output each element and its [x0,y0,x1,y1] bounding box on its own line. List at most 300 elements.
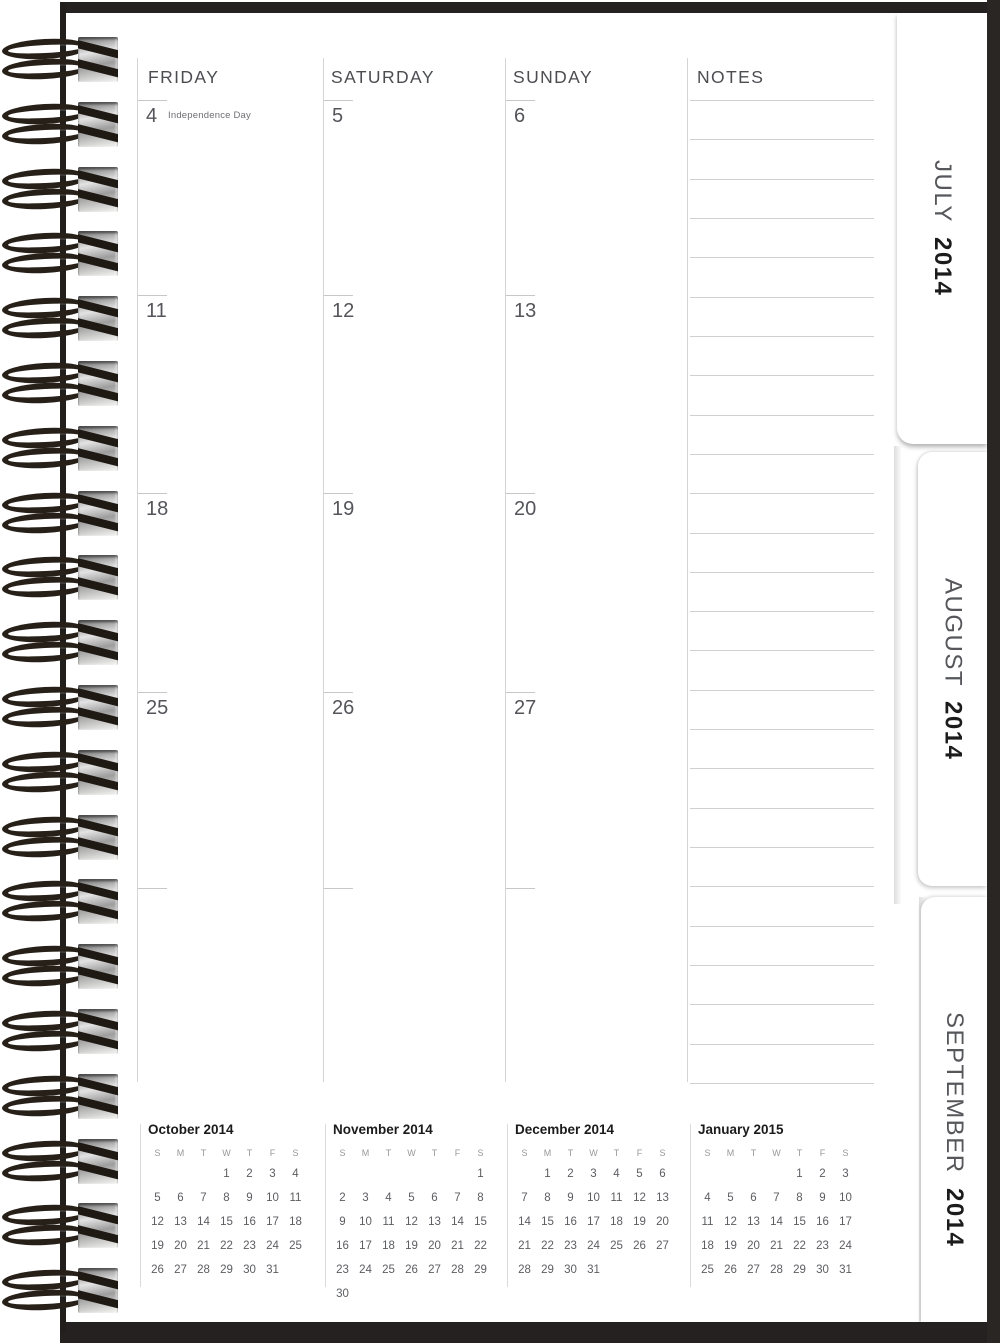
mini-calendar-day: 3 [590,1168,597,1180]
mini-calendar-day: 7 [200,1192,207,1204]
mini-calendar-day: 25 [289,1240,302,1252]
tab-september-2014 [921,897,987,1322]
mini-calendar-day: 10 [587,1192,600,1204]
coil-wire-loop [2,251,89,275]
mini-calendar-day [605,1258,628,1282]
mini-calendar-day: 4 [385,1192,392,1204]
notes-line [690,965,874,966]
mini-calendar-day: 18 [382,1240,395,1252]
coil-wire-loop [2,426,89,450]
mini-calendar-day: 18 [701,1240,714,1252]
coil-wire-loop [2,640,89,664]
coil-punch-hole [78,1268,118,1313]
coil-punch-hole [78,296,118,341]
mini-calendar-day: 17 [359,1240,372,1252]
mini-calendar-day: 27 [174,1264,187,1276]
mini-calendar-day: 22 [793,1240,806,1252]
coil-wire [78,1095,118,1116]
mini-calendar-day: 26 [405,1264,418,1276]
mini-calendar-title: December 2014 [515,1122,615,1137]
mini-calendar-day: 5 [727,1192,734,1204]
mini-calendar-day [284,1258,307,1282]
mini-calendar-day: 11 [289,1192,302,1204]
coil-punch-hole [78,426,118,471]
mini-calendar-day: 12 [151,1216,164,1228]
mini-calendar-day [651,1258,674,1282]
mini-calendar-day: 21 [770,1240,783,1252]
mini-calendar-day: 20 [428,1240,441,1252]
mini-calendar-day: 7 [454,1192,461,1204]
mini-calendar-day: 30 [243,1264,256,1276]
coil-wire [78,364,118,385]
coil-wire [78,771,118,792]
spiral-coil [2,168,120,220]
mini-calendar-day: 19 [151,1240,164,1252]
column-divider [323,58,324,1082]
coil-wire [78,299,118,320]
mini-calendar-dow: W [772,1148,781,1158]
date-tick [324,493,353,494]
mini-calendar-day: 21 [451,1240,464,1252]
coil-wire-loop [2,490,89,514]
mini-calendar-day: 20 [174,1240,187,1252]
mini-calendar-day: 22 [220,1240,233,1252]
mini-calendar-day: 22 [541,1240,554,1252]
mini-calendar-day [469,1282,492,1306]
notes-line [690,1004,874,1005]
day-column-header: SATURDAY [331,67,435,87]
mini-calendar-day: 12 [724,1216,737,1228]
mini-calendar-day: 8 [223,1192,230,1204]
spiral-coil [2,232,120,284]
mini-calendar-day: 18 [289,1216,302,1228]
mini-calendar-grid [146,1144,312,1282]
mini-calendar-grid [513,1144,679,1282]
mini-calendar-dow: M [726,1148,735,1158]
notes-line [690,533,874,534]
mini-calendar-day: 29 [474,1264,487,1276]
mini-calendar-day: 10 [839,1192,852,1204]
coil-wire-loop [2,381,89,405]
mini-calendar-day [446,1282,469,1306]
spiral-coil [2,1204,120,1256]
spiral-coil [2,1010,120,1062]
week-date: 11 [146,300,167,322]
mini-calendar-day: 29 [793,1264,806,1276]
mini-calendar-day: 16 [336,1240,349,1252]
mini-calendar-day: 30 [564,1264,577,1276]
mini-calendar-day: 28 [451,1264,464,1276]
mini-calendar-dow: S [292,1148,299,1158]
mini-calendar-day [628,1258,651,1282]
coil-punch-hole [78,555,118,600]
mini-calendar-day [169,1162,192,1186]
mini-calendar [507,1122,679,1282]
notes-line [690,100,874,101]
mini-calendar-day: 8 [477,1192,484,1204]
mini-calendar-day: 31 [839,1264,852,1276]
mini-calendar-day: 25 [382,1264,395,1276]
mini-calendar-day: 2 [567,1168,574,1180]
coil-wire [78,642,118,663]
mini-calendar-day [146,1162,169,1186]
notes-line [690,611,874,612]
coil-punch-hole [78,1074,118,1119]
mini-calendar-day: 20 [656,1216,669,1228]
mini-calendar-day: 6 [659,1168,666,1180]
coil-wire [78,383,118,404]
spiral-coil [2,556,120,608]
mini-calendar-day: 14 [770,1216,783,1228]
date-tick [324,692,353,693]
tab-july-2014 [897,13,987,444]
coil-punch-hole [78,1139,118,1184]
coil-wire [78,577,118,598]
coil-wire-loop [2,186,89,210]
coil-wire-loop [2,1138,89,1162]
coil-wire [78,1012,118,1033]
mini-calendar-day: 9 [339,1216,346,1228]
date-tick [324,100,353,101]
coil-wire [78,707,118,728]
mini-calendar-day: 11 [610,1192,623,1204]
coil-punch-hole [78,231,118,276]
date-tick [506,295,535,296]
mini-calendar-day [400,1162,423,1186]
mini-calendar-day: 28 [770,1264,783,1276]
mini-calendar-dow: T [246,1148,253,1158]
mini-calendar-dow: S [154,1148,161,1158]
mini-calendar-dow: M [543,1148,552,1158]
mini-calendar-day: 31 [266,1264,279,1276]
coil-wire [78,493,118,514]
mini-calendar-day: 1 [477,1168,484,1180]
mini-calendar-day [400,1282,423,1306]
notes-line [690,768,874,769]
spiral-coil [2,103,120,155]
date-tick [138,493,167,494]
mini-calendar-day: 14 [197,1216,210,1228]
mini-calendar-day: 17 [587,1216,600,1228]
spiral-coil [2,1140,120,1192]
mini-calendar-day: 1 [544,1168,551,1180]
mini-calendar-day: 15 [793,1216,806,1228]
coil-wire-loop [2,1223,89,1247]
mini-calendar-dow: M [361,1148,370,1158]
mini-calendar-day: 28 [197,1264,210,1276]
mini-calendar-day: 16 [243,1216,256,1228]
week-date: 13 [514,300,537,322]
spiral-coil [2,362,120,414]
column-divider [687,58,688,1082]
week-date: 20 [514,498,537,520]
mini-calendar-day [696,1162,719,1186]
notes-line [690,690,874,691]
mini-calendar-day: 14 [451,1216,464,1228]
mini-calendar-day: 19 [633,1216,646,1228]
mini-calendar-day [423,1282,446,1306]
mini-calendar-day: 16 [564,1216,577,1228]
mini-calendar-dow: F [454,1148,461,1158]
week-date: 27 [514,697,537,719]
mini-calendar-day: 17 [839,1216,852,1228]
mini-calendar-day: 6 [750,1192,757,1204]
coil-wire [78,836,118,857]
coil-wire-loop [2,964,89,988]
mini-calendar-day: 12 [633,1192,646,1204]
day-column-header: FRIDAY [148,67,220,87]
coil-wire [78,169,118,190]
mini-calendar-dow: W [222,1148,231,1158]
mini-calendar-day: 5 [408,1192,415,1204]
spiral-coil [2,297,120,349]
coil-wire-loop [2,770,89,794]
mini-calendar-day: 26 [151,1264,164,1276]
coil-wire [78,623,118,644]
coil-punch-hole [78,102,118,147]
mini-calendar-day [192,1162,215,1186]
coil-wire [78,428,118,449]
mini-calendar-day: 28 [518,1264,531,1276]
coil-wire [78,447,118,468]
coil-wire [78,1225,118,1246]
mini-calendar-dow: S [842,1148,849,1158]
mini-calendar-day: 14 [518,1216,531,1228]
mini-calendar-day: 29 [541,1264,554,1276]
coil-wire-loop [2,361,89,385]
mini-calendar-day: 24 [587,1240,600,1252]
spiral-coil [2,686,120,738]
coil-punch-hole [78,620,118,665]
notes-line [690,375,874,376]
cover-edge-bottom [60,1322,1000,1343]
notes-line [690,729,874,730]
coil-wire-loop [2,620,89,644]
notes-line [690,572,874,573]
mini-calendar-day: 10 [266,1192,279,1204]
week-date: 5 [332,105,344,127]
week-date: 12 [332,300,355,322]
notes-line [690,179,874,180]
mini-calendar-dow: T [385,1148,392,1158]
spiral-coil [2,38,120,90]
coil-wire-loop [2,37,89,61]
mini-calendar-dow: T [200,1148,207,1158]
mini-calendar-day: 9 [567,1192,574,1204]
coil-wire-loop [2,834,89,858]
column-divider [505,58,506,1082]
mini-calendar-day: 11 [382,1216,395,1228]
notes-line [690,847,874,848]
date-tick [138,692,167,693]
spiral-coil [2,945,120,997]
mini-calendar-day: 25 [701,1264,714,1276]
coil-wire [78,966,118,987]
coil-wire-loop [2,750,89,774]
mini-calendar-day: 7 [773,1192,780,1204]
mini-calendar-title: January 2015 [698,1122,784,1137]
coil-wire [78,817,118,838]
mini-calendar-day: 30 [816,1264,829,1276]
mini-calendar-day: 29 [220,1264,233,1276]
date-tick [506,888,535,889]
mini-calendar-day: 6 [431,1192,438,1204]
mini-calendar-grid [331,1144,497,1306]
coil-wire-loop [2,316,89,340]
holiday-label: Independence Day [168,110,251,121]
mini-calendar-dow: T [796,1148,803,1158]
mini-calendar-day: 17 [266,1216,279,1228]
mini-calendar-day: 8 [544,1192,551,1204]
mini-calendar-day: 26 [724,1264,737,1276]
mini-calendar-title: October 2014 [148,1122,234,1137]
mini-calendar-dow: F [819,1148,826,1158]
mini-calendar-day: 16 [816,1216,829,1228]
mini-calendar-day [354,1282,377,1306]
column-divider [137,58,138,1082]
coil-punch-hole [78,685,118,730]
coil-wire [78,188,118,209]
coil-wire [78,947,118,968]
mini-calendar-dow: W [589,1148,598,1158]
tab-label: SEPTEMBER 2014 [941,1011,968,1248]
mini-calendar-dow: T [567,1148,574,1158]
mini-calendar-day [377,1282,400,1306]
coil-wire [78,901,118,922]
mini-calendar-day: 9 [246,1192,253,1204]
notes-line [690,493,874,494]
notes-line [690,886,874,887]
page-edge-shadow [894,446,902,904]
coil-wire-loop [2,296,89,320]
notes-line [690,415,874,416]
mini-calendar-day: 27 [747,1264,760,1276]
coil-punch-hole [78,361,118,406]
mini-calendar-day: 15 [220,1216,233,1228]
mini-calendar-day: 13 [747,1216,760,1228]
mini-calendar-dow: S [704,1148,711,1158]
mini-calendar-day: 19 [724,1240,737,1252]
coil-punch-hole [78,37,118,82]
mini-calendar-day: 23 [564,1240,577,1252]
mini-calendar-day: 3 [842,1168,849,1180]
mini-calendar [690,1122,862,1282]
date-tick [506,493,535,494]
mini-calendar-day [423,1162,446,1186]
mini-calendar-day: 8 [796,1192,803,1204]
coil-wire [78,234,118,255]
coil-punch-hole [78,750,118,795]
mini-calendar-day: 13 [174,1216,187,1228]
mini-calendar-dow: S [477,1148,484,1158]
mini-calendar-title: November 2014 [333,1122,433,1137]
mini-calendar-day: 22 [474,1240,487,1252]
tab-august-2014 [918,452,987,886]
notes-line [690,218,874,219]
mini-calendar-day: 1 [796,1168,803,1180]
coil-wire-loop [2,1009,89,1033]
mini-calendar-day: 25 [610,1240,623,1252]
coil-wire [78,123,118,144]
mini-calendar-day [377,1162,400,1186]
week-date: 26 [332,697,355,719]
mini-calendar-day: 4 [704,1192,711,1204]
date-tick [138,295,167,296]
date-tick [506,100,535,101]
tab-label: AUGUST 2014 [939,577,967,761]
coil-wire [78,1076,118,1097]
mini-calendar-day: 5 [636,1168,643,1180]
spiral-coil [2,751,120,803]
coil-wire [78,1206,118,1227]
notes-line [690,1044,874,1045]
coil-wire [78,1141,118,1162]
mini-calendar-day: 24 [359,1264,372,1276]
week-date: 6 [514,105,526,127]
mini-calendar-dow: T [431,1148,438,1158]
mini-calendar-day: 23 [816,1240,829,1252]
date-tick [506,692,535,693]
coil-wire [78,59,118,80]
coil-wire [78,558,118,579]
spiral-coil [2,427,120,479]
week-date: 19 [332,498,355,520]
mini-calendar-day [719,1162,742,1186]
mini-calendar-dow: T [613,1148,620,1158]
mini-calendar-day [354,1162,377,1186]
mini-calendar-day: 7 [521,1192,528,1204]
mini-calendar-day: 13 [656,1192,669,1204]
mini-calendar-dow: F [269,1148,276,1158]
coil-punch-hole [78,815,118,860]
mini-calendar-day: 6 [177,1192,184,1204]
notes-line [690,808,874,809]
coil-wire-loop [2,1094,89,1118]
mini-calendar-day: 24 [266,1240,279,1252]
coil-punch-hole [78,167,118,212]
coil-wire-loop [2,1029,89,1053]
coil-wire-loop [2,102,89,126]
mini-calendar-day: 15 [541,1216,554,1228]
spiral-coil [2,816,120,868]
week-date: 18 [146,498,169,520]
spiral-coil [2,621,120,673]
mini-calendar-dow: S [659,1148,666,1158]
coil-wire-loop [2,1288,89,1312]
spiral-coil [2,1075,120,1127]
coil-wire-loop [2,166,89,190]
notes-line [690,336,874,337]
mini-calendar [325,1122,497,1306]
coil-wire [78,1160,118,1181]
mini-calendar-day: 10 [359,1216,372,1228]
mini-calendar-day: 2 [339,1192,346,1204]
date-tick [138,888,167,889]
cover-edge-right [987,0,1000,1343]
coil-wire [78,253,118,274]
mini-calendar-day: 31 [587,1264,600,1276]
coil-wire [78,688,118,709]
coil-wire-loop [2,899,89,923]
mini-calendar-grid [696,1144,862,1282]
coil-wire-loop [2,57,89,81]
mini-calendar-day: 9 [819,1192,826,1204]
mini-calendar-day: 21 [518,1240,531,1252]
coil-wire-loop [2,814,89,838]
mini-calendar-day: 4 [292,1168,299,1180]
mini-calendar-day: 3 [269,1168,276,1180]
notes-line [690,926,874,927]
